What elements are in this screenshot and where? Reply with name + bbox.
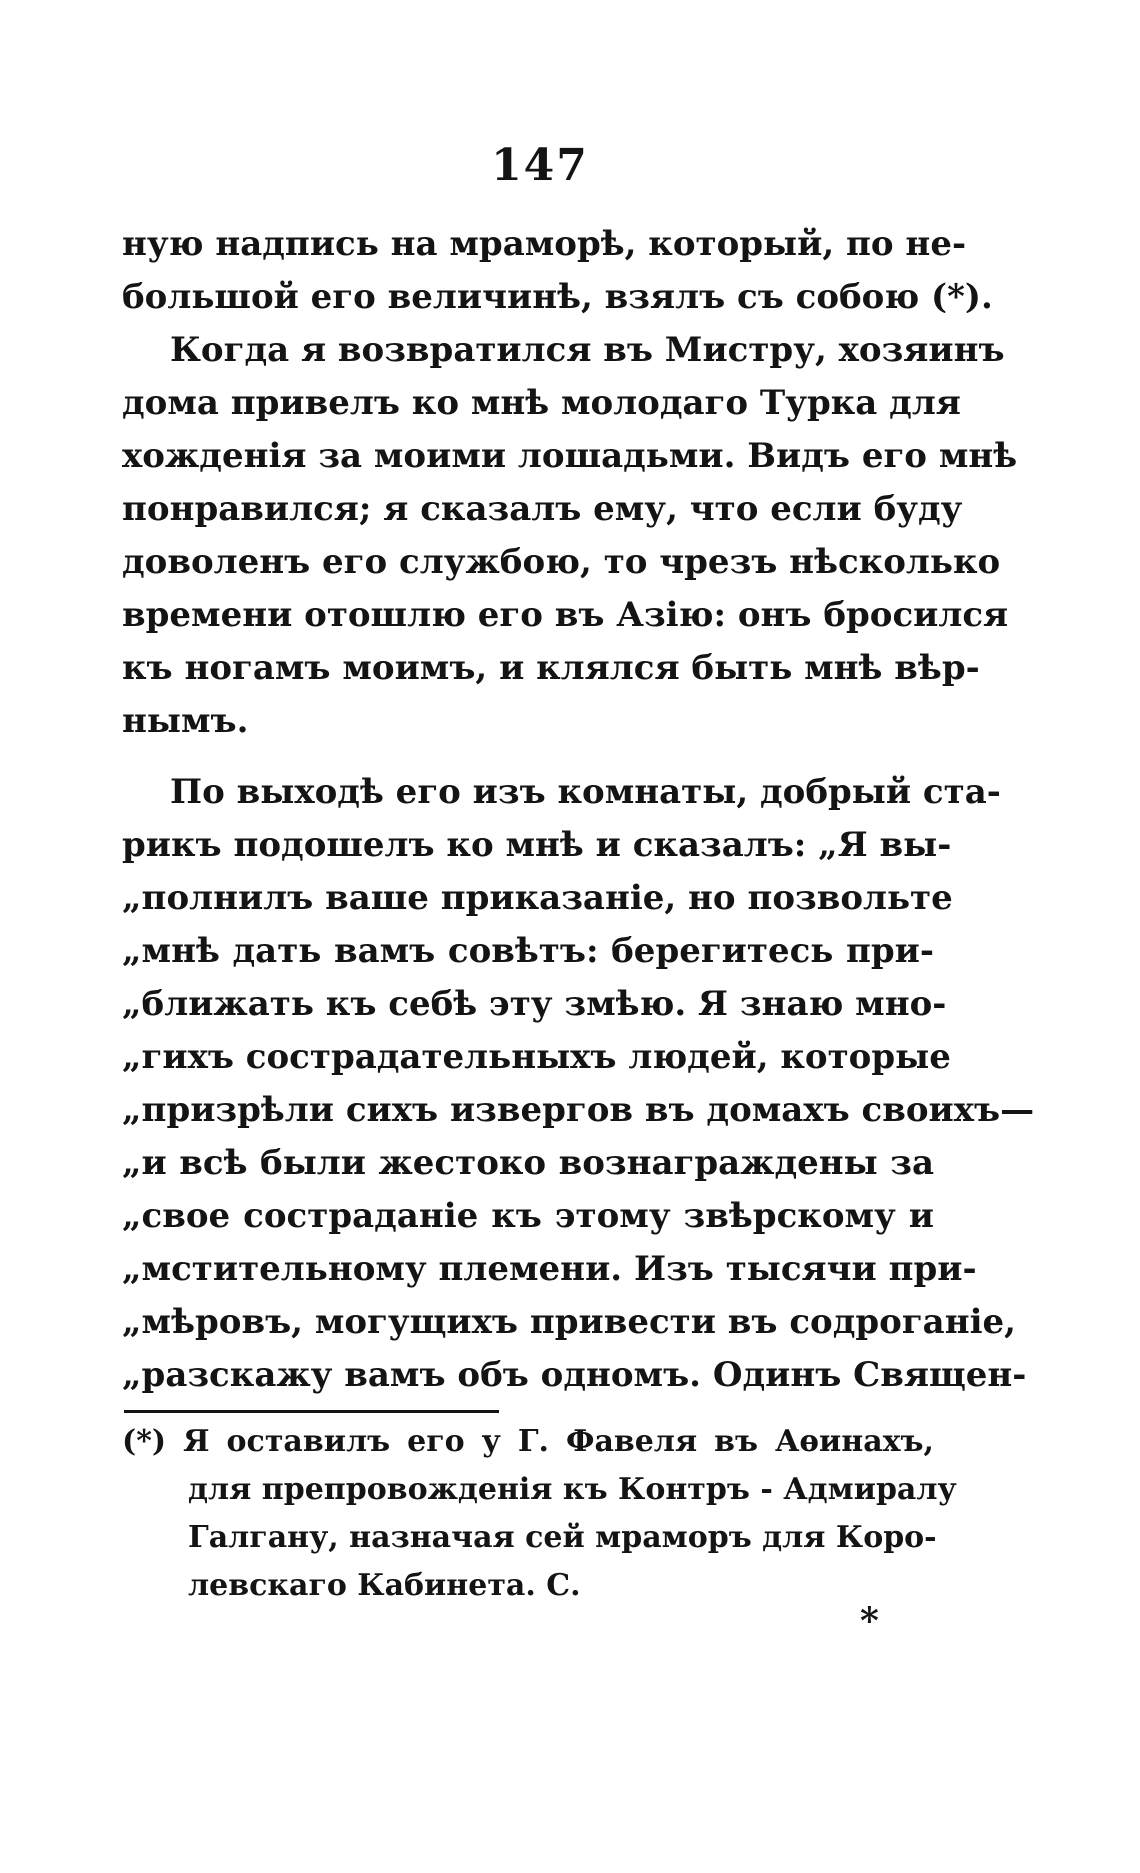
text-line: „мнѣ дать вамъ совѣтъ: берегитесь при-	[122, 931, 934, 971]
footnote-line: для препровожденія къ Контръ - Адмиралу	[188, 1472, 957, 1507]
text-line: „полнилъ ваше приказаніе, но позвольте	[122, 878, 953, 918]
text-line: дома привелъ ко мнѣ молодаго Турка для	[122, 383, 961, 423]
footnote-divider	[124, 1410, 499, 1413]
text-line: „мстительному племени. Изъ тысячи при-	[122, 1249, 977, 1289]
text-line: къ ногамъ моимъ, и клялся быть мнѣ вѣр-	[122, 648, 980, 688]
text-line: „и всѣ были жестоко вознаграждены за	[122, 1143, 934, 1183]
text-line: ную надпись на мраморѣ, который, по не-	[122, 224, 967, 264]
text-line: „свое состраданіе къ этому звѣрскому и	[122, 1196, 934, 1236]
footnote-line: левскаго Кабинета. С.	[188, 1568, 581, 1603]
text-line: понравился; я сказалъ ему, что если буду	[122, 489, 963, 529]
main-text	[122, 218, 1035, 1402]
text-line: „призрѣли сихъ извергов въ домахъ своихъ—	[122, 1090, 1035, 1130]
text-line: доволенъ его службою, то чрезъ нѣсколько	[122, 542, 1001, 582]
footnote	[122, 1418, 957, 1610]
text-line: „мѣровъ, могущихъ привести въ содроганіе,	[122, 1302, 1016, 1342]
footnote-line: Галгану, назначая сей мраморъ для Коро-	[188, 1520, 937, 1555]
paragraph-gap	[122, 748, 934, 766]
text-line: рикъ подошелъ ко мнѣ и сказалъ: „Я вы-	[122, 825, 952, 865]
text-line: времени отошлю его въ Азію: онъ бросился	[122, 595, 1009, 635]
text-line: нымъ.	[122, 701, 249, 741]
text-line: Когда я возвратился въ Мистру, хозяинъ	[170, 330, 1005, 370]
footnote-line: (*) Я оставилъ его у Г. Фавеля въ Аѳинахъ,	[122, 1424, 934, 1459]
text-line: „ближать къ себѣ эту змѣю. Я знаю мно-	[122, 984, 947, 1024]
text-line: По выходѣ его изъ комнаты, добрый ста-	[170, 772, 1001, 812]
text-line: „разскажу вамъ объ одномъ. Одинъ Священ-	[122, 1355, 1027, 1395]
catchword-asterisk: *	[860, 1600, 879, 1642]
text-line: „гихъ сострадательныхъ людей, которые	[122, 1037, 951, 1077]
page-number: 147	[491, 140, 589, 191]
text-line: большой его величинѣ, взялъ съ собою (*).	[122, 277, 993, 317]
text-line: хожденія за моими лошадьми. Видъ его мнѣ	[122, 436, 1018, 476]
